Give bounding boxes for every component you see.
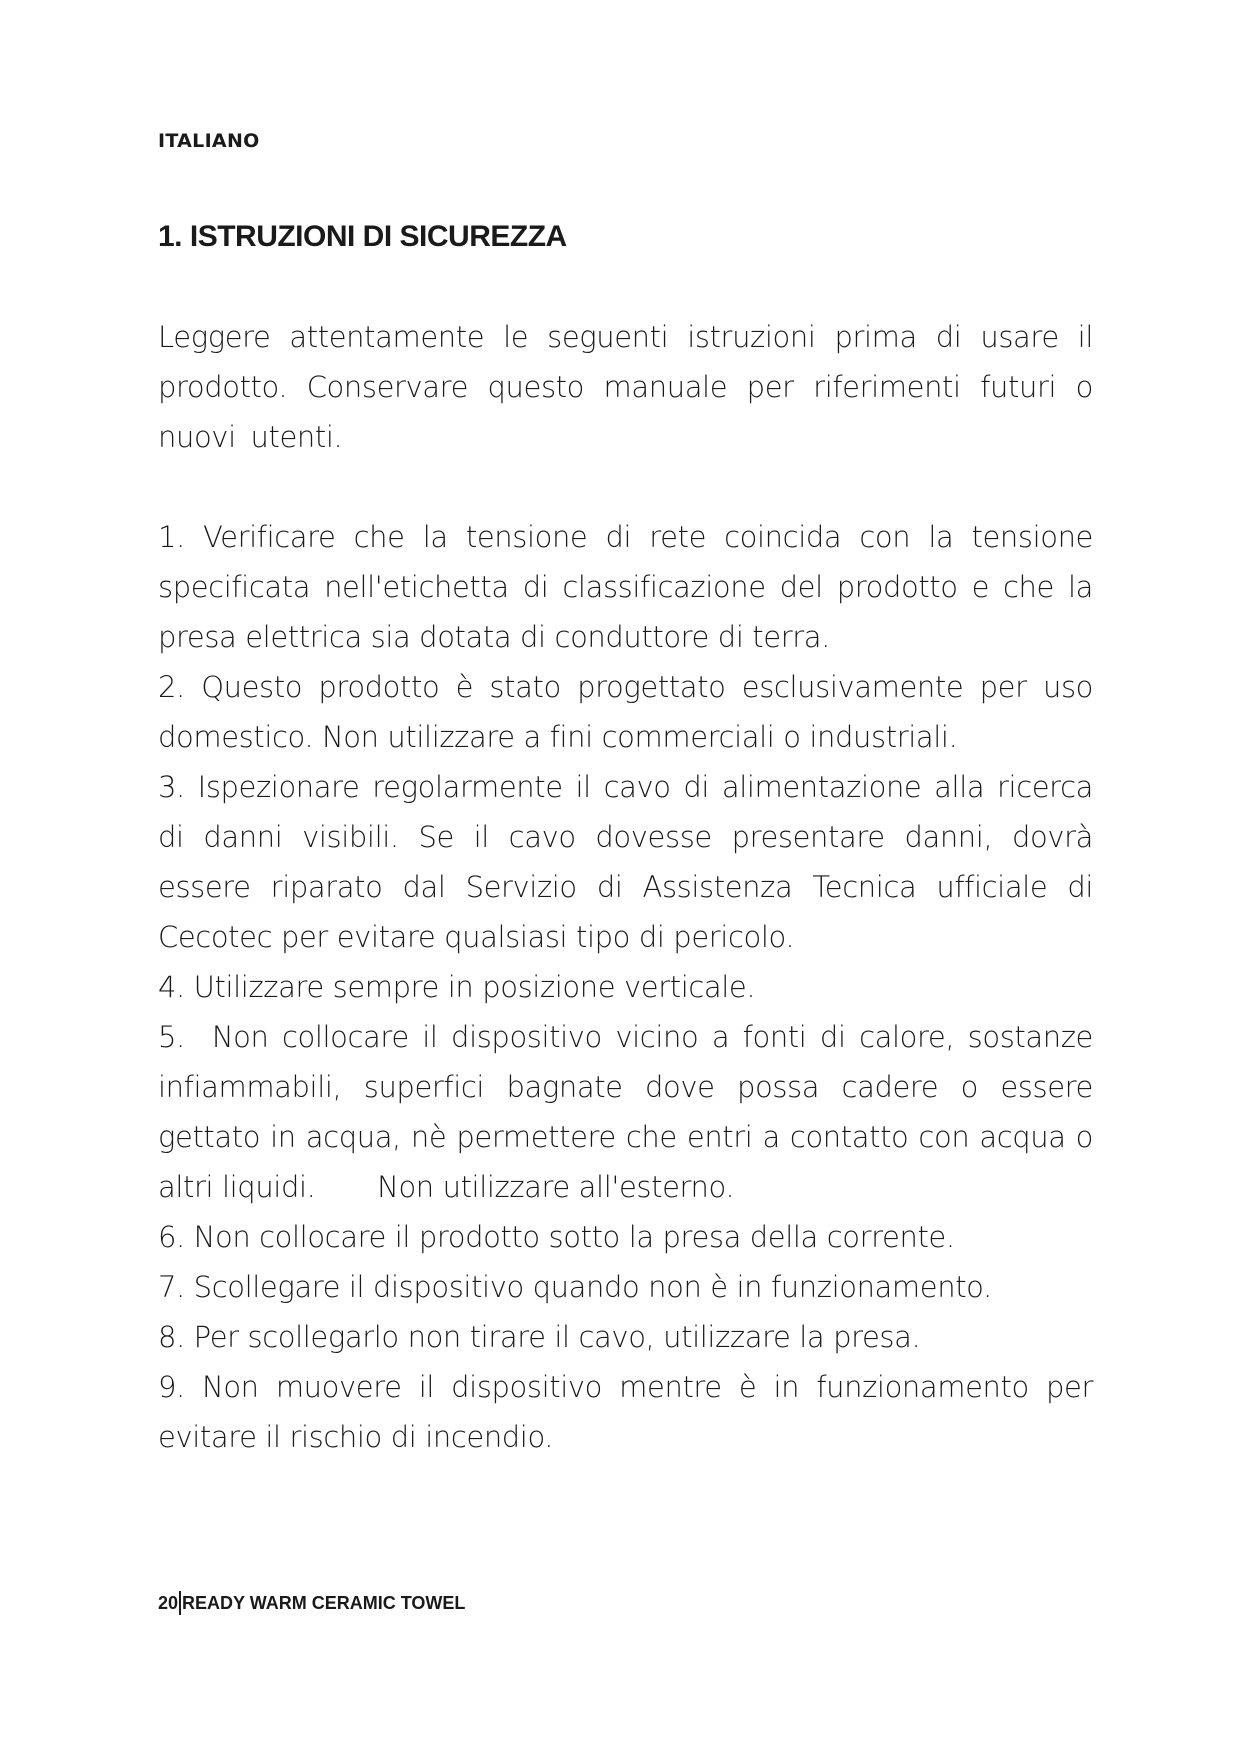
list-item: 7. Scollegare il dispositivo quando non è in funzionamento. <box>158 1270 992 1304</box>
footer-divider <box>179 1591 181 1615</box>
list-item: 8. Per scollegarlo non tirare il cavo, utilizzare la presa. <box>158 1320 921 1354</box>
intro-paragraph: Leggere attentamente le seguenti istruzioni prima di usare il prodotto. Conservare questo manuale per riferimenti futuri o nuovi utenti. <box>158 320 1093 454</box>
list-item: 3. Ispezionare regolarmente il cavo di alimentazione alla ricerca di danni visibili. Se il cavo dovesse presentare danni, dovrà essere riparato dal Servizio di Assistenza Tecnica ufficiale di Cecotec per evitare qualsiasi tipo di pericolo. <box>158 770 1093 954</box>
section-title: 1. ISTRUZIONI DI SICUREZZA <box>158 220 567 253</box>
list-item: 1. Verificare che la tensione di rete coincida con la tensione specificata nell'etichetta di classificazione del prodotto e che la presa elettrica sia dotata di conduttore di terra. <box>158 520 1093 654</box>
list-item: 9. Non muovere il dispositivo mentre è in funzionamento per evitare il rischio di incendio. <box>158 1370 1093 1454</box>
list-item: 6. Non collocare il prodotto sotto la presa della corrente. <box>158 1220 955 1254</box>
safety-instructions-list <box>158 512 1102 1462</box>
product-name: READY WARM CERAMIC TOWEL <box>182 1592 466 1613</box>
list-item: 2. Questo prodotto è stato progettato esclusivamente per uso domestico. Non utilizzare a fini commerciali o industriali. <box>158 670 1093 754</box>
page-number: 20 <box>158 1592 179 1613</box>
page-footer <box>158 1591 465 1615</box>
language-label: ITALIANO <box>158 130 260 152</box>
list-item: 5. Non collocare il dispositivo vicino a fonti di calore, sostanze infiammabili, superfici bagnate dove possa cadere o essere gettato in acqua, nè permettere che entri a contatto con acqua o altri liquidi. Non utilizzare all'esterno. <box>158 1020 1102 1204</box>
list-item: 4. Utilizzare sempre in posizione verticale. <box>158 970 756 1004</box>
